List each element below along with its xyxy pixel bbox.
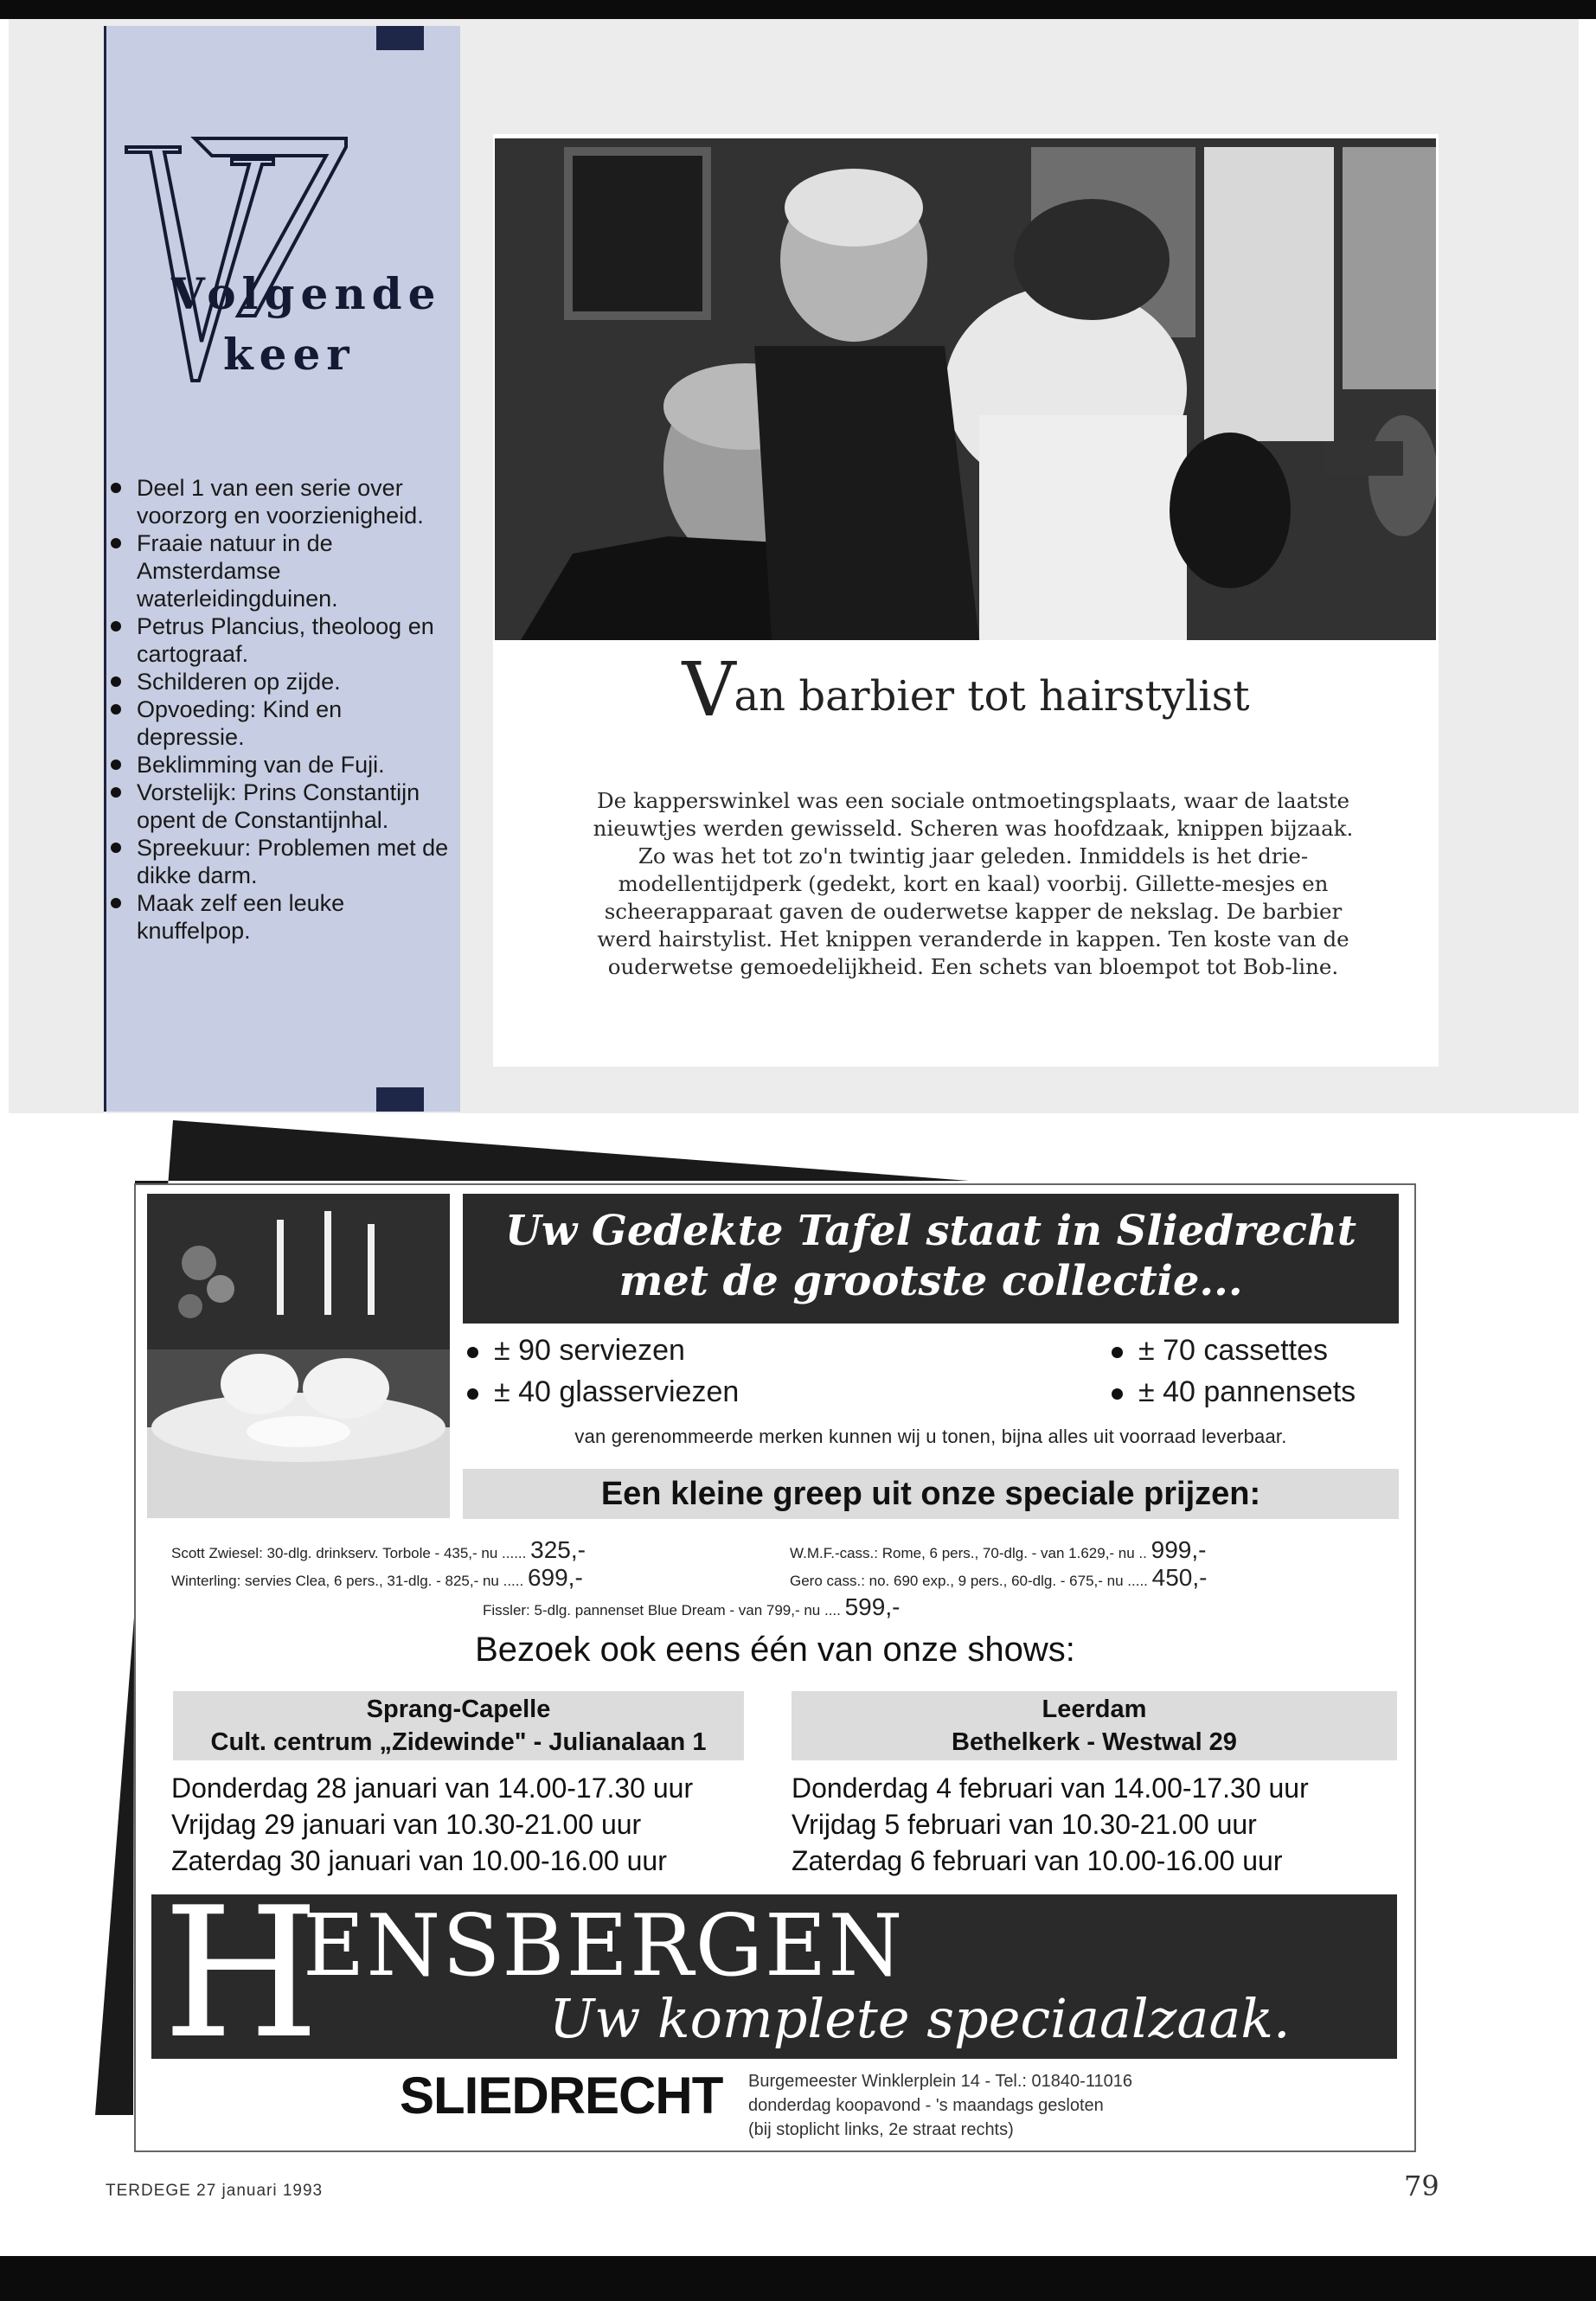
article-intro: De kapperswinkel was een sociale ontmoetingsplaats, waar de laatste nieuwtjes werden gewisseld. Scheren was hoofdzaak, knippen bijzaak. Zo was het tot zo'n twintig jaar geleden. Inmiddels is het drie-modellentijdperk (gedekt, kort en kaal) voorbij. Gillette-mesjes en scheerapparaat gaven de ouderwetse kapper de nekslag. De barbier werd hairstylist. Het knippen veranderde in kappen. Ten koste van de ouderwetse gemoedelijkheid. Een schets van bloempot tot Bob-line. — [593, 788, 1354, 979]
show-date: Zaterdag 6 februari van 10.00-16.00 uur — [792, 1845, 1283, 1876]
venue-place: Sprang-Capelle — [366, 1695, 551, 1723]
barbershop-photo — [495, 138, 1436, 640]
bullet-item: ± 90 serviezen — [467, 1334, 685, 1368]
list-item: Vorstelijk: Prins Constantijn opent de Constantijnhal. — [106, 779, 452, 834]
list-item: Opvoeding: Kind en depressie. — [106, 695, 452, 751]
sidebar-tab-bottom — [376, 1087, 424, 1112]
show-date: Vrijdag 5 februari van 10.30-21.00 uur — [792, 1809, 1257, 1840]
top-border — [0, 0, 1596, 19]
sidebar-tab-top — [376, 26, 424, 50]
ad-headline-line1: Uw Gedekte Tafel staat in Sliedrecht — [504, 1207, 1357, 1255]
venue-location: Cult. centrum „Zidewinde" - Julianalaan 1 — [210, 1728, 707, 1756]
list-item: Spreekuur: Problemen met de dikke darm. — [106, 834, 452, 889]
article-title — [493, 647, 1439, 734]
ad-subline: van gerenommeerde merken kunnen wij u tonen, bijna alles uit voorraad leverbaar. — [574, 1426, 1287, 1447]
brand-name: ENSBERGEN — [303, 1897, 905, 1996]
ad-headline — [463, 1194, 1399, 1324]
price-line: W.M.F.-cass.: Rome, 6 pers., 70-dlg. - van 1.629,- nu .. 999,- — [790, 1536, 1207, 1563]
address-line: Burgemeester Winklerplein 14 - Tel.: 01840-11016 — [748, 2072, 1132, 2091]
title-drop-letter: V — [682, 647, 736, 734]
bullet-item: ± 70 cassettes — [1112, 1334, 1328, 1368]
sidebar-heading-line2: keer — [223, 329, 356, 380]
list-item: Beklimming van de Fuji. — [106, 751, 452, 779]
show-date: Zaterdag 30 januari van 10.00-16.00 uur — [171, 1845, 667, 1876]
title-rest: an barbier tot hairstylist — [734, 672, 1250, 721]
show-dates-left — [171, 1770, 693, 1879]
publication-footer: TERDEGE 27 januari 1993 — [106, 2182, 324, 2200]
venue-sprang-capelle — [173, 1691, 744, 1760]
venue-leerdam — [792, 1691, 1397, 1760]
venue-place: Leerdam — [1042, 1695, 1147, 1723]
address-line: (bij stoplicht links, 2e straat rechts) — [748, 2120, 1014, 2139]
list-item: Petrus Plancius, theoloog en cartograaf. — [106, 612, 452, 668]
store-address — [748, 2069, 1132, 2142]
list-item: Deel 1 van een serie over voorzorg en voorzienigheid. — [106, 474, 452, 529]
venue-location: Bethelkerk - Westwal 29 — [952, 1728, 1237, 1756]
brand-tagline: Uw komplete speciaalzaak. — [549, 1987, 1291, 2050]
list-item: Schilderen op zijde. — [106, 668, 452, 695]
prices-heading: Een kleine greep uit onze speciale prijzen: — [463, 1469, 1399, 1519]
list-item: Maak zelf een leuke knuffelpop. — [106, 889, 452, 945]
show-date: Donderdag 28 januari van 14.00-17.30 uur — [171, 1772, 694, 1804]
list-item: Fraaie natuur in de Amsterdamse waterleidingduinen. — [106, 529, 452, 612]
next-issue-list — [106, 474, 452, 945]
price-line: Scott Zwiesel: 30-dlg. drinkserv. Torbole - 435,- nu ...... 325,- — [171, 1536, 586, 1563]
page-number: 79 — [1404, 2170, 1439, 2202]
show-dates-right — [792, 1770, 1309, 1879]
shows-title: Bezoek ook eens één van onze shows: — [475, 1631, 1075, 1669]
price-line: Winterling: servies Clea, 6 pers., 31-dlg. - 825,- nu ..... 699,- — [171, 1564, 583, 1591]
show-date: Vrijdag 29 januari van 10.30-21.00 uur — [171, 1809, 642, 1840]
bullet-item: ± 40 pannensets — [1112, 1375, 1356, 1409]
price-line: Gero cass.: no. 690 exp., 9 pers., 60-dlg. - 675,- nu ..... 450,- — [790, 1564, 1208, 1591]
bottom-border — [0, 2256, 1596, 2301]
sidebar-heading-line1: Volgende — [171, 268, 442, 319]
price-line: Fissler: 5-dlg. pannenset Blue Dream - van 799,- nu .... 599,- — [483, 1593, 901, 1620]
brand-initial: H — [163, 1869, 320, 2079]
address-line: donderdag koopavond - 's maandags gesloten — [748, 2096, 1104, 2115]
ad-headline-line2: met de grootste collectie... — [619, 1257, 1243, 1305]
show-date: Donderdag 4 februari van 14.00-17.30 uur — [792, 1772, 1309, 1804]
bullet-item: ± 40 glasserviezen — [467, 1375, 739, 1409]
city-name: SLIEDRECHT — [400, 2067, 723, 2125]
tableware-photo — [147, 1194, 450, 1518]
